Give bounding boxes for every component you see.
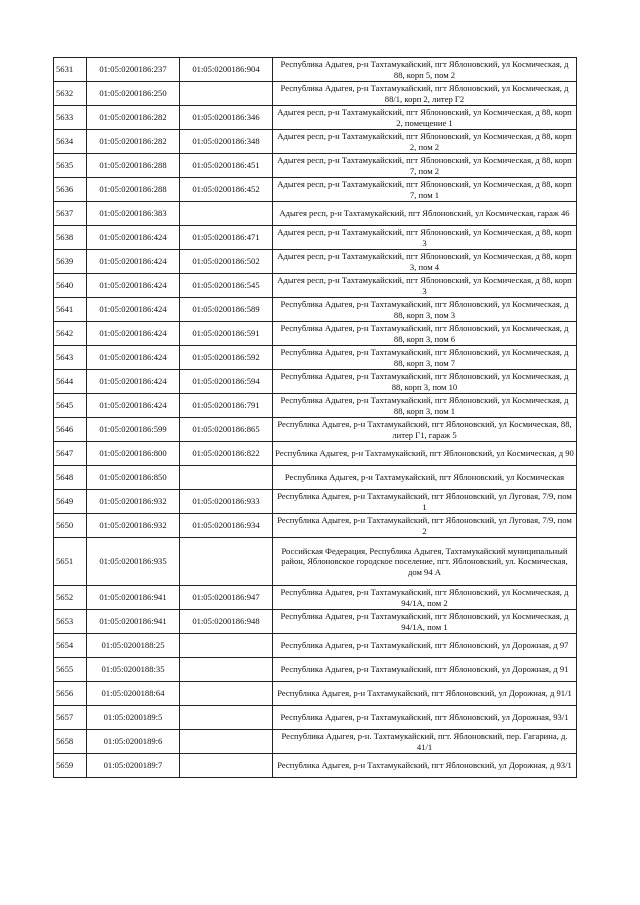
cadastral-number: 01:05:0200186:935 [87,538,180,586]
address: Республика Адыгея, р-н Тахтамукайский, пгт Яблоновский, ул Космическая, д 88, корп 3, пом 10 [273,370,577,394]
row-number: 5653 [54,610,87,634]
registry-table [53,57,577,778]
table-row [54,682,577,706]
row-number: 5644 [54,370,87,394]
address: Адыгея респ, р-н Тахтамукайский, пгт Яблоновский, ул Космическая, гараж 46 [273,202,577,226]
table-row [54,538,577,586]
address: Республика Адыгея, р-н Тахтамукайский, пгт Яблоновский, ул Дорожная, д 97 [273,634,577,658]
row-number: 5639 [54,250,87,274]
address: Адыгея респ, р-н Тахтамукайский, пгт Яблоновский, ул Космическая, д 88, корп 2, помещение 1 [273,106,577,130]
cadastral-number: 01:05:0200188:64 [87,682,180,706]
address: Республика Адыгея, р-н Тахтамукайский, пгт Яблоновский, ул Космическая, д 90 [273,442,577,466]
table-row [54,418,577,442]
address: Республика Адыгея, р-н Тахтамукайский, пгт Яблоновский, ул Космическая [273,466,577,490]
parent-cadastral-number: 01:05:0200186:348 [180,130,273,154]
row-number: 5632 [54,82,87,106]
cadastral-number: 01:05:0200186:288 [87,178,180,202]
cadastral-number: 01:05:0200186:288 [87,154,180,178]
cadastral-number: 01:05:0200186:282 [87,130,180,154]
registry-table-body [54,58,577,778]
address: Республика Адыгея, р-н Тахтамукайский, пгт Яблоновский, ул Космическая, д 88, корп 3, пом 3 [273,298,577,322]
cadastral-number: 01:05:0200186:424 [87,346,180,370]
address: Адыгея респ, р-н Тахтамукайский, пгт Яблоновский, ул Космическая, д 88, корп 3, пом 4 [273,250,577,274]
address: Республика Адыгея, р-н Тахтамукайский, пгт Яблоновский, ул Дорожная, 93/1 [273,706,577,730]
table-row [54,490,577,514]
parent-cadastral-number: 01:05:0200186:591 [180,322,273,346]
table-row [54,202,577,226]
row-number: 5647 [54,442,87,466]
address: Республика Адыгея, р-н Тахтамукайский, пгт Яблоновский, ул Луговая, 7/9, пом 2 [273,514,577,538]
row-number: 5638 [54,226,87,250]
row-number: 5631 [54,58,87,82]
address: Республика Адыгея, р-н. Тахтамукайский, пгт. Яблоновский, пер. Гагарина, д. 41/1 [273,730,577,754]
parent-cadastral-number [180,658,273,682]
table-row [54,322,577,346]
table-row [54,130,577,154]
table-row [54,394,577,418]
row-number: 5633 [54,106,87,130]
table-row [54,658,577,682]
cadastral-number: 01:05:0200186:941 [87,586,180,610]
address: Республика Адыгея, р-н Тахтамукайский, пгт Яблоновский, ул Космическая, д 94/1А, пом 1 [273,610,577,634]
row-number: 5643 [54,346,87,370]
cadastral-number: 01:05:0200188:35 [87,658,180,682]
address: Адыгея респ, р-н Тахтамукайский, пгт Яблоновский, ул Космическая, д 88, корп 3 [273,274,577,298]
address: Республика Адыгея, р-н Тахтамукайский, пгт Яблоновский, ул Дорожная, д 91 [273,658,577,682]
row-number: 5636 [54,178,87,202]
address: Республика Адыгея, р-н Тахтамукайский, пгт Яблоновский, ул Космическая, д 88, корп 3, пом 7 [273,346,577,370]
cadastral-number: 01:05:0200186:424 [87,298,180,322]
table-row [54,706,577,730]
cadastral-number: 01:05:0200186:932 [87,490,180,514]
parent-cadastral-number: 01:05:0200186:592 [180,346,273,370]
cadastral-number: 01:05:0200189:5 [87,706,180,730]
address: Адыгея респ, р-н Тахтамукайский, пгт Яблоновский, ул Космическая, д 88, корп 7, пом 2 [273,154,577,178]
parent-cadastral-number: 01:05:0200186:791 [180,394,273,418]
row-number: 5652 [54,586,87,610]
row-number: 5656 [54,682,87,706]
table-row [54,514,577,538]
table-row [54,250,577,274]
cadastral-number: 01:05:0200186:850 [87,466,180,490]
cadastral-number: 01:05:0200186:599 [87,418,180,442]
parent-cadastral-number: 01:05:0200186:594 [180,370,273,394]
parent-cadastral-number: 01:05:0200186:545 [180,274,273,298]
parent-cadastral-number [180,754,273,778]
row-number: 5655 [54,658,87,682]
address: Республика Адыгея, р-н Тахтамукайский, пгт Яблоновский, ул Космическая, д 94/1А, пом 2 [273,586,577,610]
row-number: 5658 [54,730,87,754]
table-row [54,370,577,394]
parent-cadastral-number [180,634,273,658]
address: Республика Адыгея, р-н Тахтамукайский, пгт Яблоновский, ул Дорожная, д 93/1 [273,754,577,778]
table-row [54,634,577,658]
table-row [54,586,577,610]
row-number: 5657 [54,706,87,730]
parent-cadastral-number: 01:05:0200186:822 [180,442,273,466]
table-row [54,178,577,202]
cadastral-number: 01:05:0200186:424 [87,226,180,250]
cadastral-number: 01:05:0200186:383 [87,202,180,226]
parent-cadastral-number: 01:05:0200186:934 [180,514,273,538]
address: Республика Адыгея, р-н Тахтамукайский, пгт Яблоновский, ул Дорожная, д 91/1 [273,682,577,706]
cadastral-number: 01:05:0200186:282 [87,106,180,130]
row-number: 5637 [54,202,87,226]
table-row [54,610,577,634]
parent-cadastral-number [180,466,273,490]
cadastral-number: 01:05:0200186:424 [87,370,180,394]
parent-cadastral-number: 01:05:0200186:502 [180,250,273,274]
address: Республика Адыгея, р-н Тахтамукайский, пгт Яблоновский, ул Космическая, д 88/1, корп 2, литер Г2 [273,82,577,106]
table-row [54,106,577,130]
table-row [54,274,577,298]
parent-cadastral-number: 01:05:0200186:589 [180,298,273,322]
row-number: 5635 [54,154,87,178]
table-row [54,442,577,466]
parent-cadastral-number: 01:05:0200186:865 [180,418,273,442]
table-row [54,466,577,490]
address: Республика Адыгея, р-н Тахтамукайский, пгт Яблоновский, ул Космическая, д 88, корп 3, пом 6 [273,322,577,346]
parent-cadastral-number: 01:05:0200186:948 [180,610,273,634]
row-number: 5640 [54,274,87,298]
table-row [54,298,577,322]
parent-cadastral-number [180,682,273,706]
table-row [54,346,577,370]
address: Республика Адыгея, р-н Тахтамукайский, пгт Яблоновский, ул Космическая, 88, литер Г1, гараж 5 [273,418,577,442]
table-row [54,730,577,754]
address: Адыгея респ, р-н Тахтамукайский, пгт Яблоновский, ул Космическая, д 88, корп 7, пом 1 [273,178,577,202]
row-number: 5650 [54,514,87,538]
row-number: 5634 [54,130,87,154]
parent-cadastral-number: 01:05:0200186:452 [180,178,273,202]
parent-cadastral-number [180,730,273,754]
cadastral-number: 01:05:0200188:25 [87,634,180,658]
table-row [54,154,577,178]
row-number: 5648 [54,466,87,490]
parent-cadastral-number [180,82,273,106]
table-row [54,226,577,250]
row-number: 5654 [54,634,87,658]
row-number: 5659 [54,754,87,778]
address: Республика Адыгея, р-н Тахтамукайский, пгт Яблоновский, ул Космическая, д 88, корп 5, пом 2 [273,58,577,82]
cadastral-number: 01:05:0200186:424 [87,322,180,346]
parent-cadastral-number: 01:05:0200186:933 [180,490,273,514]
address: Адыгея респ, р-н Тахтамукайский, пгт Яблоновский, ул Космическая, д 88, корп 2, пом 2 [273,130,577,154]
row-number: 5649 [54,490,87,514]
cadastral-number: 01:05:0200186:237 [87,58,180,82]
address: Адыгея респ, р-н Тахтамукайский, пгт Яблоновский, ул Космическая, д 88, корп 3 [273,226,577,250]
cadastral-number: 01:05:0200186:932 [87,514,180,538]
cadastral-number: 01:05:0200186:424 [87,394,180,418]
cadastral-number: 01:05:0200186:250 [87,82,180,106]
row-number: 5645 [54,394,87,418]
table-row [54,754,577,778]
cadastral-number: 01:05:0200186:941 [87,610,180,634]
parent-cadastral-number [180,202,273,226]
parent-cadastral-number: 01:05:0200186:471 [180,226,273,250]
parent-cadastral-number: 01:05:0200186:947 [180,586,273,610]
row-number: 5646 [54,418,87,442]
parent-cadastral-number [180,706,273,730]
parent-cadastral-number [180,538,273,586]
row-number: 5651 [54,538,87,586]
address: Республика Адыгея, р-н Тахтамукайский, пгт Яблоновский, ул Космическая, д 88, корп 3, пом 1 [273,394,577,418]
row-number: 5642 [54,322,87,346]
cadastral-number: 01:05:0200186:424 [87,250,180,274]
cadastral-number: 01:05:0200189:7 [87,754,180,778]
address: Российская Федерация, Республика Адыгея, Тахтамукайский муниципальный район, Яблоновское городское поселение, пгт. Яблоновский, ул. Космическая, дом 94 А [273,538,577,586]
cadastral-number: 01:05:0200189:6 [87,730,180,754]
row-number: 5641 [54,298,87,322]
table-row [54,82,577,106]
cadastral-number: 01:05:0200186:424 [87,274,180,298]
parent-cadastral-number: 01:05:0200186:451 [180,154,273,178]
parent-cadastral-number: 01:05:0200186:346 [180,106,273,130]
cadastral-number: 01:05:0200186:800 [87,442,180,466]
parent-cadastral-number: 01:05:0200186:904 [180,58,273,82]
address: Республика Адыгея, р-н Тахтамукайский, пгт Яблоновский, ул Луговая, 7/9, пом 1 [273,490,577,514]
table-row [54,58,577,82]
